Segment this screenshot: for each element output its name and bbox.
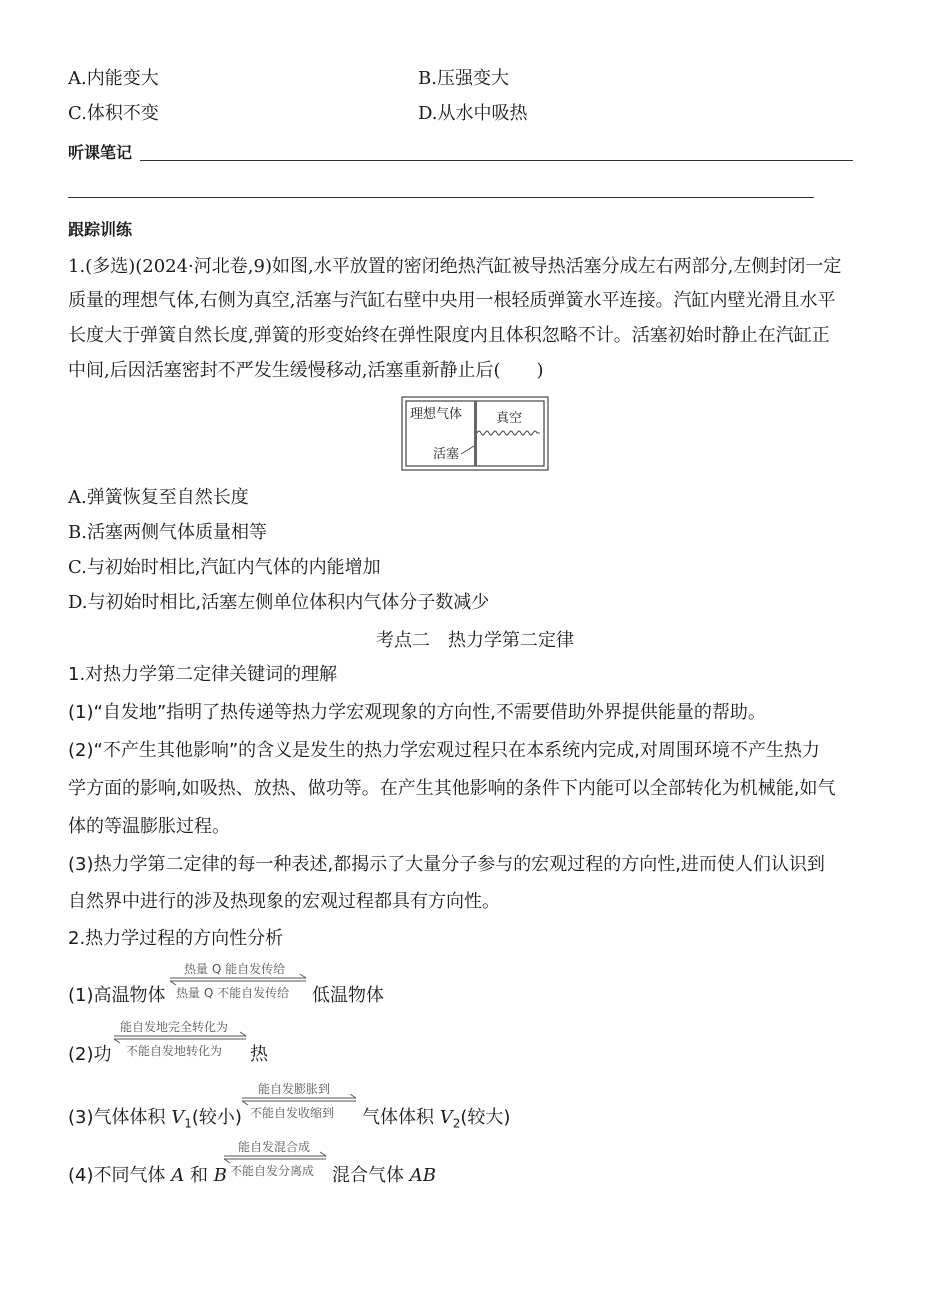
process-item-2-prefix: (2)功 [68, 1044, 112, 1065]
spring [477, 431, 540, 435]
process-item-3-arrows [240, 1080, 358, 1126]
question1-option-c: C.与初始时相比,汽缸内气体的内能增加 [68, 557, 381, 578]
cylinder-diagram [401, 396, 549, 471]
process-item-1-arrows [168, 960, 308, 1006]
process-item-3-suffix-text: 气体体积 [362, 1107, 440, 1128]
process-item-3-reverse-label: 不能自发收缩到 [250, 1106, 335, 1120]
point2-title: 2.热力学过程的方向性分析 [68, 928, 284, 949]
piston [474, 401, 477, 466]
option-a-top: A.内能变大 [68, 68, 159, 89]
process-item-4-suffix-text: 混合气体 [332, 1165, 410, 1186]
question1-line1: 1.(多选)(2024·河北卷,9)如图,水平放置的密闭绝热汽缸被导热活塞分成左右两部分,左侧封闭一定 [68, 256, 842, 277]
process-item-3-suffix [362, 1105, 510, 1137]
process-item-2-reverse-label: 不能自发地转化为 [126, 1044, 223, 1058]
process-item-2-suffix: 热 [250, 1044, 268, 1065]
process-item-3-prefix-var: V [171, 1107, 185, 1128]
process-item-3-prefix-text: (3)气体体积 [68, 1107, 172, 1128]
process-item-1-reverse-label: 热量 Q 不能自发传给 [176, 986, 290, 1000]
point1-p2-line2: 学方面的影响,如吸热、放热、做功等。在产生其他影响的条件下内能可以全部转化为机械能,如气 [68, 778, 836, 799]
process-item-4-var-a: A [171, 1165, 185, 1186]
piston-pointer [461, 446, 474, 454]
process-item-3-prefix-tail: (较小) [191, 1107, 242, 1128]
point1-p1: (1)“自发地”指明了热传递等热力学宏观现象的方向性,不需要借助外界提供能量的帮助。 [68, 702, 766, 723]
process-item-4-var-b: B [213, 1165, 227, 1186]
process-item-4-and: 和 [184, 1165, 214, 1186]
process-item-3-prefix-sub: 1 [184, 1116, 192, 1131]
process-item-4-suffix-var: AB [409, 1165, 436, 1186]
process-item-1-suffix: 低温物体 [312, 985, 384, 1006]
process-item-2-arrows [112, 1018, 248, 1064]
process-item-1-prefix: (1)高温物体 [68, 985, 166, 1006]
notes-rule-1 [140, 160, 853, 161]
process-item-1-forward-label: 热量 Q 能自发传给 [184, 962, 286, 976]
process-item-2-forward-label: 能自发地完全转化为 [120, 1020, 229, 1034]
point1-p2-line3: 体的等温膨胀过程。 [68, 816, 230, 837]
process-item-4-suffix [332, 1163, 436, 1189]
question1-line2: 质量的理想气体,右侧为真空,活塞与汽缸右壁中央用一根轻质弹簧水平连接。汽缸内壁光滑且水平 [68, 290, 836, 311]
figure-left-label: 理想气体 [410, 407, 463, 422]
point1-title: 1.对热力学第二定律关键词的理解 [68, 664, 338, 685]
process-item-4-arrows [222, 1138, 328, 1184]
option-d-top: D.从水中吸热 [418, 103, 528, 124]
section-title: 考点二 热力学第二定律 [376, 630, 574, 651]
question1-option-b: B.活塞两侧气体质量相等 [68, 522, 267, 543]
question1-option-a: A.弹簧恢复至自然长度 [68, 487, 249, 508]
question1-line3: 长度大于弹簧自然长度,弹簧的形变始终在弹性限度内且体积忽略不计。活塞初始时静止在汽缸正 [68, 325, 830, 346]
process-item-4-reverse-label: 不能自发分离成 [230, 1164, 315, 1178]
process-item-3-forward-label: 能自发膨胀到 [258, 1082, 331, 1096]
tracking-title: 跟踪训练 [68, 220, 133, 239]
point1-p3-line1: (3)热力学第二定律的每一种表述,都揭示了大量分子参与的宏观过程的方向性,进而使人们认识到 [68, 854, 825, 875]
option-c-top: C.体积不变 [68, 103, 159, 124]
figure-piston-label: 活塞 [433, 447, 460, 462]
process-item-3-prefix [68, 1105, 242, 1137]
question1-line4: 中间,后因活塞密封不严发生缓慢移动,活塞重新静止后( ) [68, 360, 544, 381]
process-item-3-suffix-sub: 2 [452, 1116, 461, 1131]
process-item-4-prefix [68, 1163, 227, 1189]
option-b-top: B.压强变大 [418, 68, 509, 89]
notes-label: 听课笔记 [68, 143, 133, 162]
question1-option-d: D.与初始时相比,活塞左侧单位体积内气体分子数减少 [68, 592, 490, 613]
process-item-4-prefix-text: (4)不同气体 [68, 1165, 172, 1186]
process-item-4-forward-label: 能自发混合成 [238, 1140, 311, 1154]
process-item-3-suffix-tail: (较大) [460, 1107, 511, 1128]
cylinder-svg [401, 396, 549, 471]
process-item-3-suffix-var: V [439, 1107, 453, 1128]
point1-p3-line2: 自然界中进行的涉及热现象的宏观过程都具有方向性。 [68, 891, 500, 912]
point1-p2-line1: (2)“不产生其他影响”的含义是发生的热力学宏观过程只在本系统内完成,对周围环境不产生热力 [68, 740, 820, 761]
figure-right-label: 真空 [496, 411, 523, 426]
notes-rule-2 [68, 197, 814, 198]
